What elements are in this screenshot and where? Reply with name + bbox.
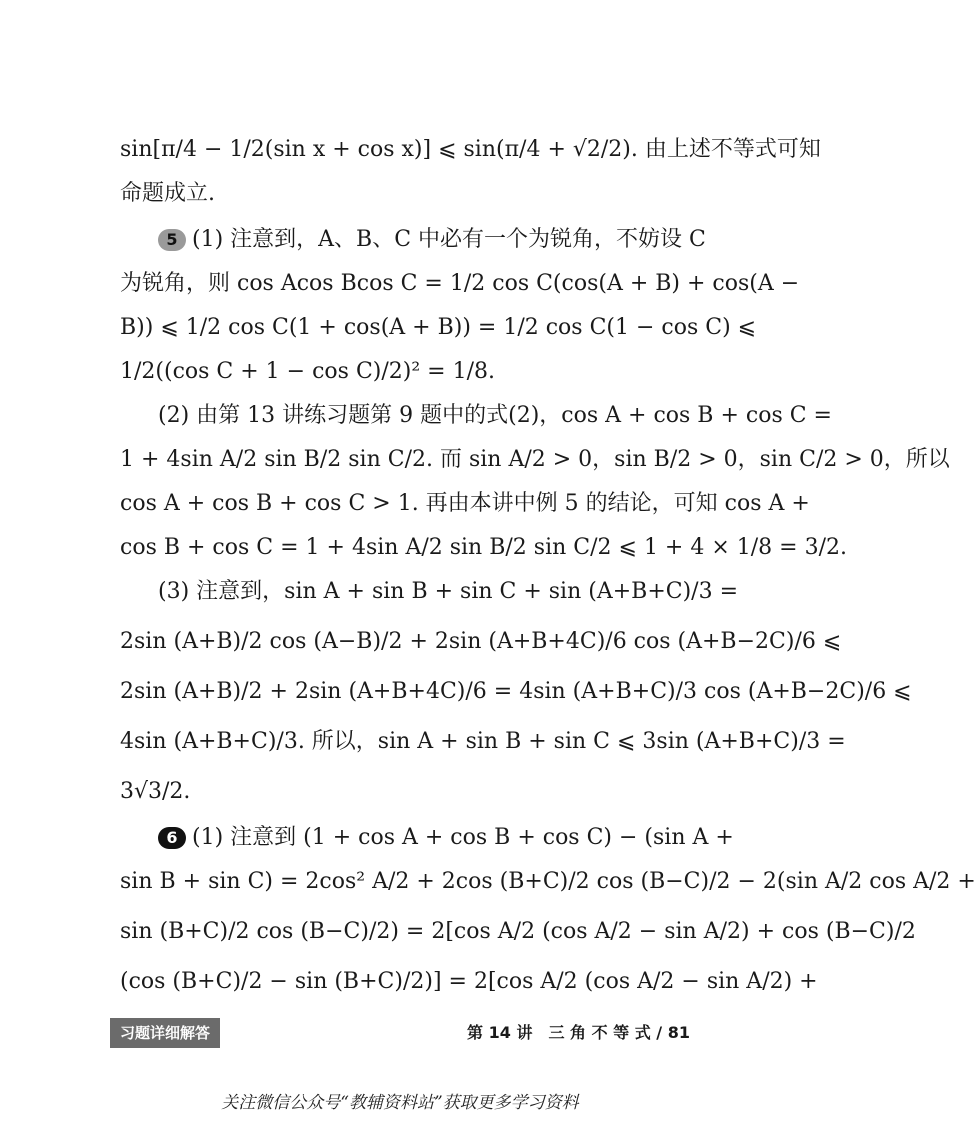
text-line: cos A + cos B + cos C > 1. 再由本讲中例 5 的结论，可知 cos A + <box>120 491 810 516</box>
problem-number-badge: 5 <box>158 229 186 251</box>
text-line: sin B + sin C) = 2cos² A/2 + 2cos (B+C)/2 cos (B−C)/2 − 2(sin A/2 cos A/2 + <box>120 869 976 894</box>
text-line: (3) 注意到，sin A + sin B + sin C + sin (A+B+C)/3 = <box>158 579 739 604</box>
watermark: 关注微信公众号“教辅资料站”获取更多学习资料 <box>221 1093 579 1113</box>
text-span: (1) 注意到，A、B、C 中必有一个为锐角，不妨设 C <box>192 227 706 252</box>
text-line: 为锐角，则 cos Acos Bcos C = 1/2 cos C(cos(A + B) + cos(A − <box>120 271 800 296</box>
page-footer <box>110 1018 690 1050</box>
section-tag: 习题详细解答 <box>110 1018 220 1048</box>
text-line: sin (B+C)/2 cos (B−C)/2) = 2[cos A/2 (cos A/2 − sin A/2) + cos (B−C)/2 <box>120 919 916 944</box>
text-line: 1/2((cos C + 1 − cos C)/2)² = 1/8. <box>120 359 495 384</box>
text-line: 3√3/2. <box>120 779 191 804</box>
text-line: (cos (B+C)/2 − sin (B+C)/2)] = 2[cos A/2 (cos A/2 − sin A/2) + <box>120 969 818 994</box>
text-line: 命题成立. <box>120 181 215 206</box>
text-line: 4sin (A+B+C)/3. 所以，sin A + sin B + sin C ⩽ 3sin (A+B+C)/3 = <box>120 729 846 754</box>
text-line: cos B + cos C = 1 + 4sin A/2 sin B/2 sin C/2 ⩽ 1 + 4 × 1/8 = 3/2. <box>120 535 847 560</box>
text-line: B)) ⩽ 1/2 cos C(1 + cos(A + B)) = 1/2 cos C(1 − cos C) ⩽ <box>120 315 757 340</box>
text-line: (2) 由第 13 讲练习题第 9 题中的式(2)，cos A + cos B + cos C = <box>158 403 832 428</box>
problem-6-first-line <box>158 816 734 860</box>
text-line: 1 + 4sin A/2 sin B/2 sin C/2. 而 sin A/2 > 0，sin B/2 > 0，sin C/2 > 0，所以 <box>120 447 950 472</box>
problem-number-badge: 6 <box>158 827 186 849</box>
problem-5-first-line <box>158 218 706 262</box>
text-line: 2sin (A+B)/2 cos (A−B)/2 + 2sin (A+B+4C)/6 cos (A+B−2C)/6 ⩽ <box>120 629 842 654</box>
text-line: 2sin (A+B)/2 + 2sin (A+B+4C)/6 = 4sin (A+B+C)/3 cos (A+B−2C)/6 ⩽ <box>120 679 912 704</box>
text-span: (1) 注意到 (1 + cos A + cos B + cos C) − (sin A + <box>192 825 734 850</box>
page-info: 第 14 讲 三 角 不 等 式 / 81 <box>467 1023 690 1042</box>
text-line: sin[π/4 − 1/2(sin x + cos x)] ⩽ sin(π/4 + √2/2). 由上述不等式可知 <box>120 137 821 162</box>
